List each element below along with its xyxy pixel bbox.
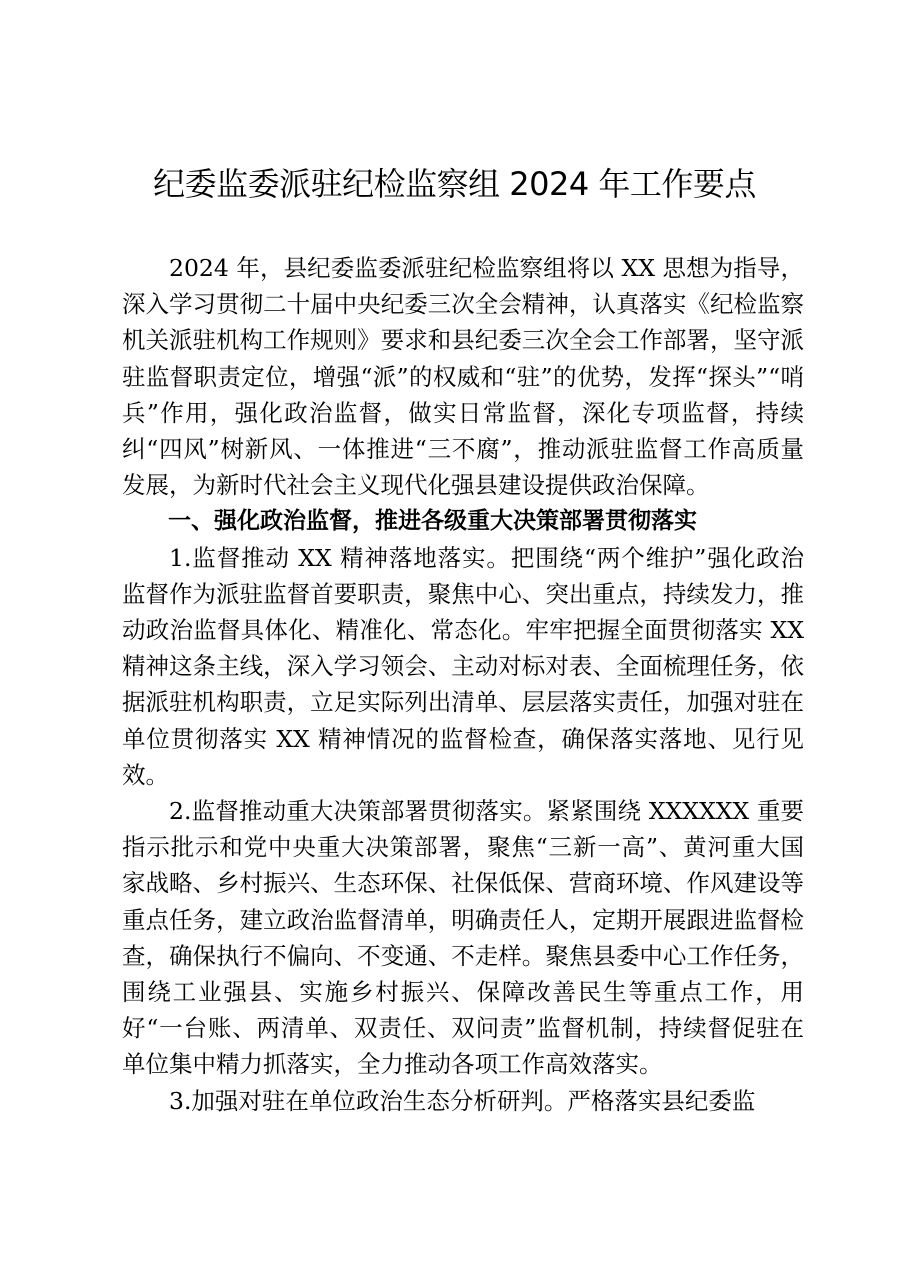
item-2-paragraph: 2.监督推动重大决策部署贯彻落实。紧紧围绕 XXXXXX 重要指示批示和党中央重大决策部署，聚焦“三新一高”、黄河重大国家战略、乡村振兴、生态环保、社保低保、营商环境、作风建设等重点任务，建立政治监督清单，明确责任人，定期开展跟进监督检查，确保执行不偏向、不变通、不走样。聚焦县委中心工作任务，围绕工业强县、实施乡村振兴、保障改善民生等重点工作，用好“一台账、两清单、双责任、双问责”监督机制，持续督促驻在单位集中精力抓落实，全力推动各项工作高效落实。: [122, 797, 804, 1079]
document-title: 纪委监委派驻纪检监察组 2024 年工作要点: [153, 165, 756, 203]
document-body: [122, 250, 804, 1119]
section-heading: 一、强化政治监督，推进各级重大决策部署贯彻落实: [168, 508, 697, 535]
item-1-paragraph: 1.监督推动 XX 精神落地落实。把围绕“两个维护”强化政治监督作为派驻监督首要职责，聚焦中心、突出重点，持续发力，推动政治监督具体化、精准化、常态化。牢牢把握全面贯彻落实 XX 精神这条主线，深入学习领会、主动对标对表、全面梳理任务，依据派驻机构职责，立足实际列出清单、层层落实责任，加强对驻在单位贯彻落实 XX 精神情况的监督检查，确保落实落地、见行见效。: [122, 543, 804, 789]
intro-paragraph: 2024 年，县纪委监委派驻纪检监察组将以 XX 思想为指导，深入学习贯彻二十届中央纪委三次全会精神，认真落实《纪检监察机关派驻机构工作规则》要求和县纪委三次全会工作部署，坚守派驻监督职责定位，增强“派”的权威和“驻”的优势，发挥“探头”“哨兵”作用，强化政治监督，做实日常监督，深化专项监督，持续纠“四风”树新风、一体推进“三不腐”，推动派驻监督工作高质量发展，为新时代社会主义现代化强县建设提供政治保障。: [122, 254, 804, 500]
item-3-paragraph: 3.加强对驻在单位政治生态分析研判。严格落实县纪委监: [169, 1086, 756, 1115]
